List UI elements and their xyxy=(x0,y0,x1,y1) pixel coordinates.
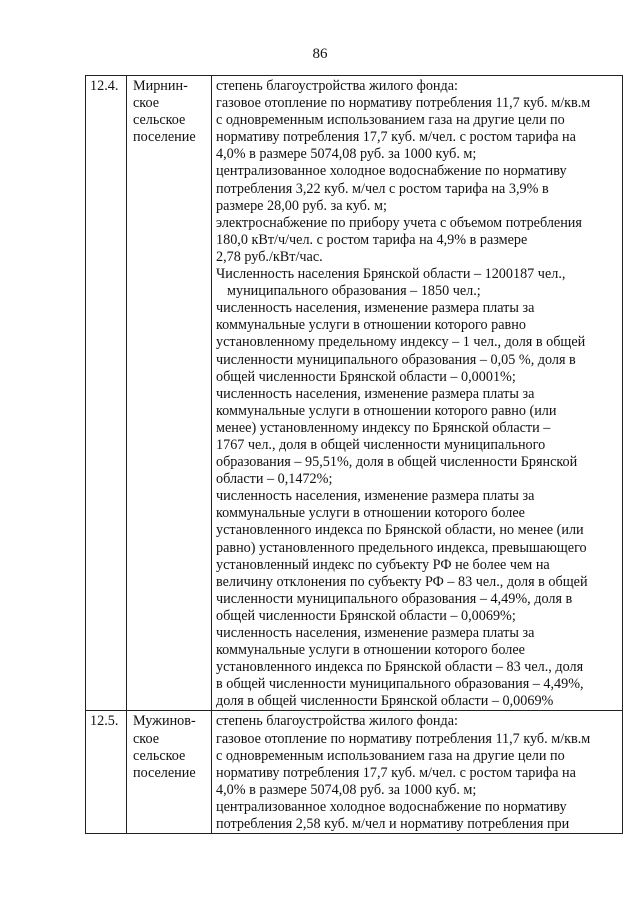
description-line: численность населения, изменение размера платы за xyxy=(216,488,535,505)
description-line: менее) установленному индексу по Брянской области – xyxy=(216,419,551,436)
description-line: установленного индекса по Брянской области, но менее (или xyxy=(216,522,584,539)
description-line: нормативу потребления 17,7 куб. м/чел. с ростом тарифа на xyxy=(216,764,576,781)
description-line: численность населения, изменение размера платы за xyxy=(216,625,535,641)
settlement-name-line: ское xyxy=(133,730,160,747)
settlement-name-line: Мирнин- xyxy=(133,78,188,94)
description-line: коммунальные услуги в отношении которого более xyxy=(216,505,525,522)
description-line: нормативу потребления 17,7 куб. м/чел. с ростом тарифа на xyxy=(216,129,576,146)
description-line: степень благоустройства жилого фонда: xyxy=(216,713,458,730)
row-number: 12.5. xyxy=(90,713,119,730)
description-cell xyxy=(212,76,623,711)
description-line: величину отклонения по субъекту РФ – 83 чел., доля в общей xyxy=(216,573,588,590)
row-number-cell xyxy=(86,76,127,711)
description-line: коммунальные услуги в отношении которого равно xyxy=(216,317,526,334)
description-line: численности муниципального образования – 0,05 %, доля в xyxy=(216,351,576,368)
description-line: 2,78 руб./кВт/час. xyxy=(216,248,323,265)
description-line: 180,0 кВт/ч/чел. с ростом тарифа на 4,9% в размере xyxy=(216,231,528,248)
description-line: равно) установленного предельного индекса, превышающего xyxy=(216,539,587,556)
settlement-name-cell xyxy=(127,76,212,711)
description-cell xyxy=(212,711,623,834)
settlement-name-line: поселение xyxy=(133,129,196,146)
description-line: 4,0% в размере 5074,08 руб. за 1000 куб. м; xyxy=(216,781,477,798)
description-line: централизованное холодное водоснабжение по нормативу xyxy=(216,163,567,180)
settlement-name-line: Мужинов- xyxy=(133,713,196,730)
settlement-name-line: поселение xyxy=(133,764,196,781)
description-line: общей численности Брянской области – 0,0069%; xyxy=(216,607,516,624)
row-number: 12.4. xyxy=(90,78,119,94)
description-line: муниципального образования – 1850 чел.; xyxy=(227,283,481,300)
document-table xyxy=(85,75,623,834)
settlement-name-cell xyxy=(127,711,212,834)
description-line: газовое отопление по нормативу потребления 11,7 куб. м/кв.м xyxy=(216,95,591,112)
description-line: с одновременным использованием газа на другие цели по xyxy=(216,747,565,764)
description-line: установленного индекса по Брянской области – 83 чел., доля xyxy=(216,659,584,676)
description-line: степень благоустройства жилого фонда: xyxy=(216,78,458,94)
description-line: потребления 2,58 куб. м/чел и нормативу потребления при xyxy=(216,816,570,833)
description-line: численность населения, изменение размера платы за xyxy=(216,385,535,402)
description-line: области – 0,1472%; xyxy=(216,471,333,488)
description-line: электроснабжение по прибору учета с объемом потребления xyxy=(216,214,582,231)
settlement-name-line: ское xyxy=(133,95,160,112)
description-line: образования – 95,51%, доля в общей численности Брянской xyxy=(216,454,578,471)
description-line: в общей численности муниципального образования – 4,49%, xyxy=(216,676,584,693)
description-line: общей численности Брянской области – 0,0001%; xyxy=(216,368,516,385)
description-line: численность населения, изменение размера платы за xyxy=(216,300,535,317)
table-row xyxy=(86,711,623,834)
description-line: коммунальные услуги в отношении которого более xyxy=(216,642,525,659)
description-line: коммунальные услуги в отношении которого равно (или xyxy=(216,402,557,419)
row-number-cell xyxy=(86,711,127,834)
description-line: установленный индекс по субъекту РФ не более чем на xyxy=(216,556,550,573)
description-line: газовое отопление по нормативу потребления 11,7 куб. м/кв.м xyxy=(216,730,591,747)
description-line: численности муниципального образования – 4,49%, доля в xyxy=(216,590,573,607)
settlement-name-line: сельское xyxy=(133,112,186,129)
description-line: с одновременным использованием газа на другие цели по xyxy=(216,112,565,129)
description-line: 1767 чел., доля в общей численности муниципального xyxy=(216,436,546,453)
table-row xyxy=(86,76,623,711)
description-line: установленному предельному индексу – 1 чел., доля в общей xyxy=(216,334,586,351)
description-line: потребления 3,22 куб. м/чел с ростом тарифа на 3,9% в xyxy=(216,180,549,197)
settlement-name-line: сельское xyxy=(133,747,186,764)
page-number: 86 xyxy=(312,46,328,62)
description-line: размере 28,00 руб. за куб. м; xyxy=(216,197,387,214)
description-line: доля в общей численности Брянской области – 0,0069% xyxy=(216,693,554,710)
description-line: 4,0% в размере 5074,08 руб. за 1000 куб. м; xyxy=(216,146,477,163)
description-line: централизованное холодное водоснабжение по нормативу xyxy=(216,798,567,815)
description-line: Численность населения Брянской области – 1200187 чел., xyxy=(216,266,566,283)
